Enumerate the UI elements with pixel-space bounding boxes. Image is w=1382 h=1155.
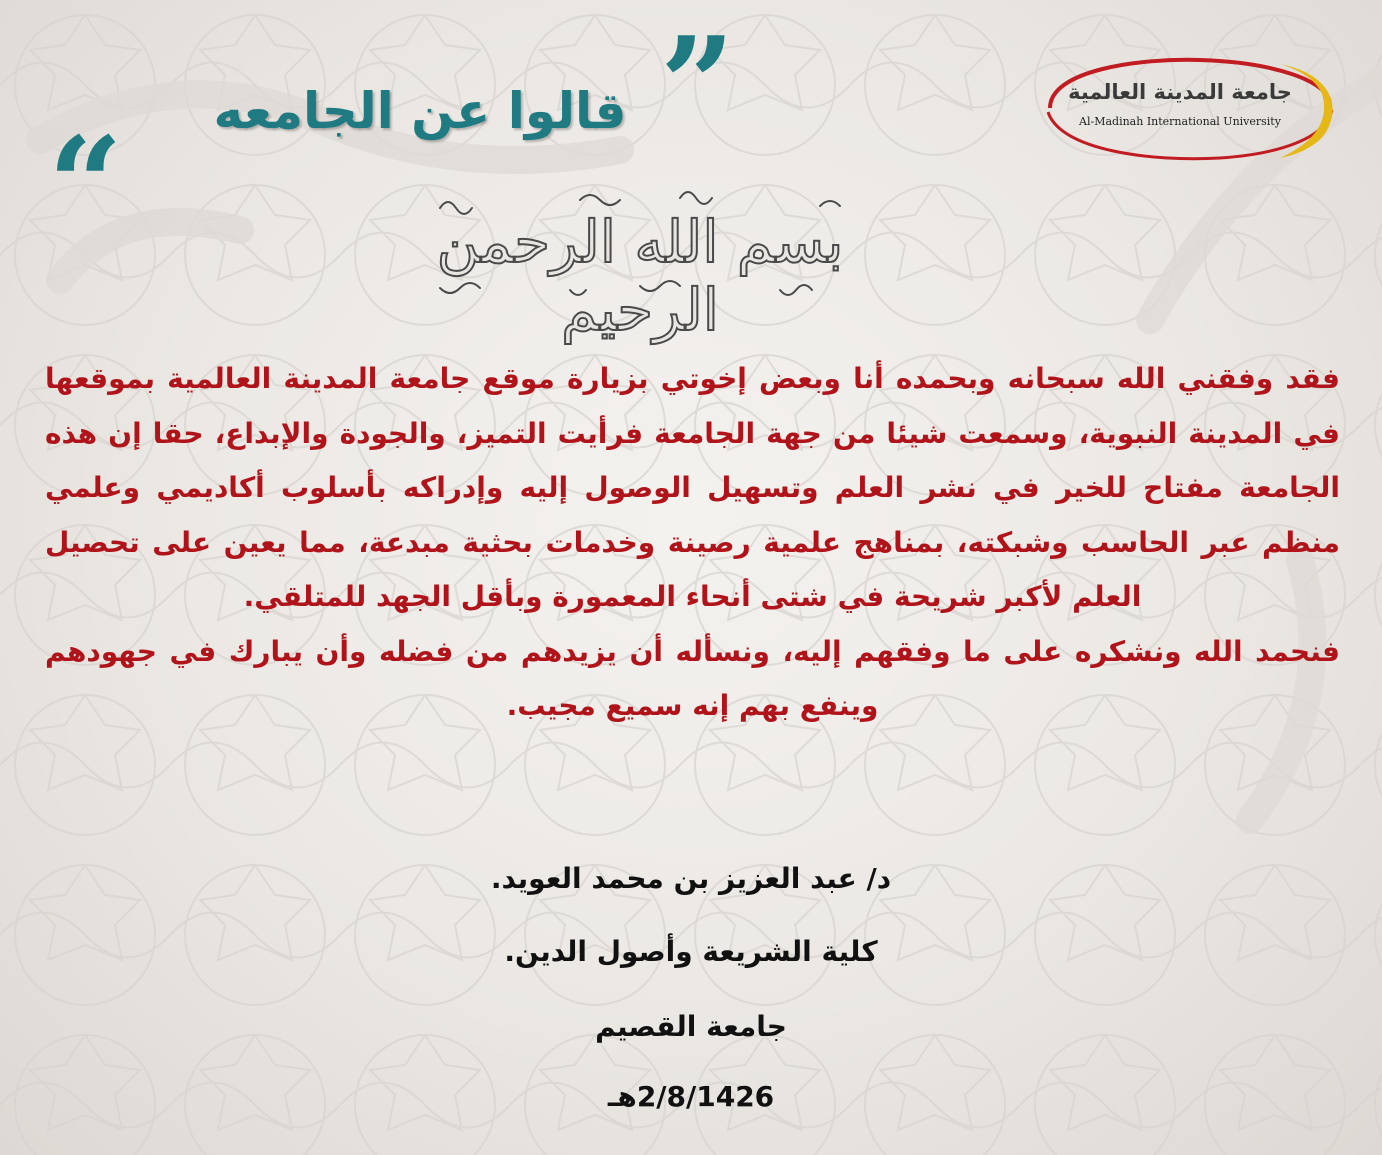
testimonial-body (45, 352, 1340, 734)
testimonial-paragraph-2: فنحمد الله ونشكره على ما وفقهم إليه، ونسأله أن يزيدهم من فضله وأن يبارك في جهودهم وينفع بهم إنه سميع مجيب. (45, 634, 1340, 722)
logo-ring-icon (1030, 50, 1340, 165)
basmala-calligraphy (380, 178, 900, 344)
signature-college: كلية الشريعة وأصول الدين. (504, 935, 878, 968)
page-header (40, 8, 760, 261)
university-logo (1030, 50, 1340, 165)
signature-university: جامعة القصيم (595, 1010, 787, 1043)
basmala-text: بسم الله الرحمن الرحيم (436, 208, 844, 344)
logo-english-name: Al-Madinah International University (1079, 115, 1281, 128)
page-title: قالوا عن الجامعه (213, 82, 627, 140)
closing-quote-mark: ” (660, 8, 735, 161)
logo-arabic-name: جامعة المدينة العالمية (1068, 80, 1292, 104)
signature-name: د/ عبد العزيز بن محمد العويد. (490, 862, 892, 895)
testimonial-paragraph-1: فقد وفقني الله سبحانه وبحمده أنا وبعض إخوتي بزيارة موقع جامعة المدينة العالمية بموقعها في المدينة النبوية، وسمعت شيئا من جهة الجامعة فرأيت التميز، والجودة والإبداع، حقا إن هذه الجامعة مفتاح للخير في نشر العلم وتسهيل الوصول إليه وإدراكه بأسلوب أكاديمي وعلمي منظم عبر الحاسب وشبكته، بمناهج علمية رصينة وخدمات بحثية مبدعة، مما يعين على تحصيل العلم لأكبر شريحة في شتى أنحاء المعمورة وبأقل الجهد للمتلقي. (45, 362, 1340, 613)
signature-date: 2/8/1426هـ (607, 1080, 775, 1113)
opening-quote-mark: “ (48, 108, 123, 261)
